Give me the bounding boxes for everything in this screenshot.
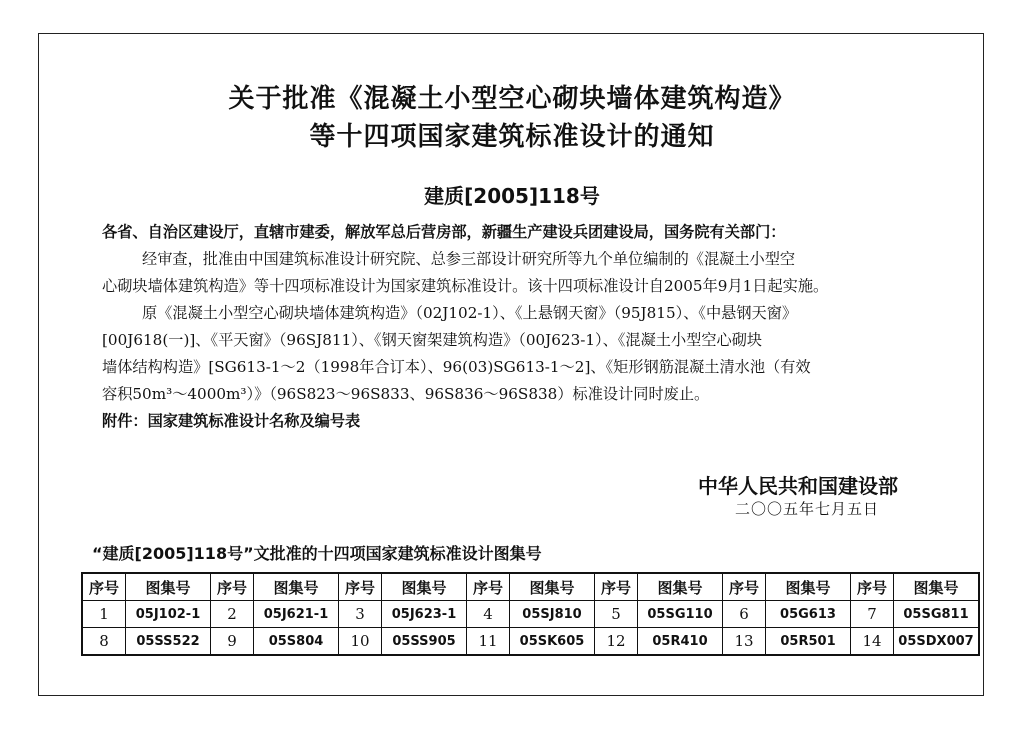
seq-cell: 2 xyxy=(211,601,254,628)
seq-cell: 1 xyxy=(82,601,126,628)
body-line: 经审查，批准由中国建筑标准设计研究院、总参三部设计研究所等九个单位编制的《混凝土小型空 xyxy=(142,250,796,268)
code-cell: 05SS905 xyxy=(382,628,467,656)
header-seq: 序号 xyxy=(595,573,638,601)
code-cell: 05J102-1 xyxy=(126,601,211,628)
document-number: 建质[2005]118号 xyxy=(424,184,600,208)
code-cell: 05R410 xyxy=(638,628,723,656)
seq-cell: 12 xyxy=(595,628,638,656)
table-row xyxy=(82,601,979,628)
header-code: 图集号 xyxy=(510,573,595,601)
code-cell: 05J623-1 xyxy=(382,601,467,628)
code-cell: 05SDX007 xyxy=(894,628,980,656)
body-line: [00J618(一)]、《平天窗》（96SJ811）、《钢天窗架建筑构造》（00J623-1）、《混凝土小型空心砌块 xyxy=(102,331,763,349)
seq-cell: 11 xyxy=(467,628,510,656)
code-cell: 05SK605 xyxy=(510,628,595,656)
header-seq: 序号 xyxy=(82,573,126,601)
header-seq: 序号 xyxy=(851,573,894,601)
attachment-line: 附件：国家建筑标准设计名称及编号表 xyxy=(102,412,361,430)
code-cell: 05SG811 xyxy=(894,601,980,628)
seq-cell: 14 xyxy=(851,628,894,656)
atlas-number-table xyxy=(81,572,980,656)
seq-cell: 6 xyxy=(723,601,766,628)
header-code: 图集号 xyxy=(254,573,339,601)
body-line: 墙体结构构造》[SG613-1～2（1998年合订本）、96(03)SG613-1～2]、《矩形钢筋混凝土清水池（有效 xyxy=(102,358,811,376)
header-seq: 序号 xyxy=(467,573,510,601)
header-code: 图集号 xyxy=(638,573,723,601)
seq-cell: 10 xyxy=(339,628,382,656)
body-line: 容积50m³～4000m³）》（96S823～96S833、96S836～96S838）标准设计同时废止。 xyxy=(102,385,710,403)
addressee: 各省、自治区建设厅，直辖市建委，解放军总后营房部，新疆生产建设兵团建设局，国务院有关部门： xyxy=(102,223,786,241)
code-cell: 05R501 xyxy=(766,628,851,656)
seq-cell: 8 xyxy=(82,628,126,656)
header-seq: 序号 xyxy=(211,573,254,601)
seq-cell: 13 xyxy=(723,628,766,656)
table-caption: “建质[2005]118号”文批准的十四项国家建筑标准设计图集号 xyxy=(92,544,542,563)
notice-title-line2: 等十四项国家建筑标准设计的通知 xyxy=(309,122,715,152)
body-line: 原《混凝土小型空心砌块墙体建筑构造》（02J102-1）、《上悬钢天窗》（95J815）、《中悬钢天窗》 xyxy=(142,304,798,322)
seq-cell: 7 xyxy=(851,601,894,628)
code-cell: 05SG110 xyxy=(638,601,723,628)
header-code: 图集号 xyxy=(894,573,980,601)
header-seq: 序号 xyxy=(723,573,766,601)
notice-title-line1: 关于批准《混凝土小型空心砌块墙体建筑构造》 xyxy=(228,84,796,114)
header-code: 图集号 xyxy=(126,573,211,601)
seq-cell: 3 xyxy=(339,601,382,628)
code-cell: 05J621-1 xyxy=(254,601,339,628)
header-code: 图集号 xyxy=(382,573,467,601)
issuer: 中华人民共和国建设部 xyxy=(698,474,898,498)
notice-body xyxy=(102,219,952,435)
issue-date: 二〇〇五年七月五日 xyxy=(735,500,880,518)
seq-cell: 4 xyxy=(467,601,510,628)
table-header-row xyxy=(82,573,979,601)
header-seq: 序号 xyxy=(339,573,382,601)
table-row xyxy=(82,628,979,656)
code-cell: 05SJ810 xyxy=(510,601,595,628)
code-cell: 05S804 xyxy=(254,628,339,656)
seq-cell: 9 xyxy=(211,628,254,656)
header-code: 图集号 xyxy=(766,573,851,601)
body-line: 心砌块墙体建筑构造》等十四项标准设计为国家建筑标准设计。该十四项标准设计自2005年9月1日起实施。 xyxy=(102,277,829,295)
seq-cell: 5 xyxy=(595,601,638,628)
code-cell: 05G613 xyxy=(766,601,851,628)
code-cell: 05SS522 xyxy=(126,628,211,656)
